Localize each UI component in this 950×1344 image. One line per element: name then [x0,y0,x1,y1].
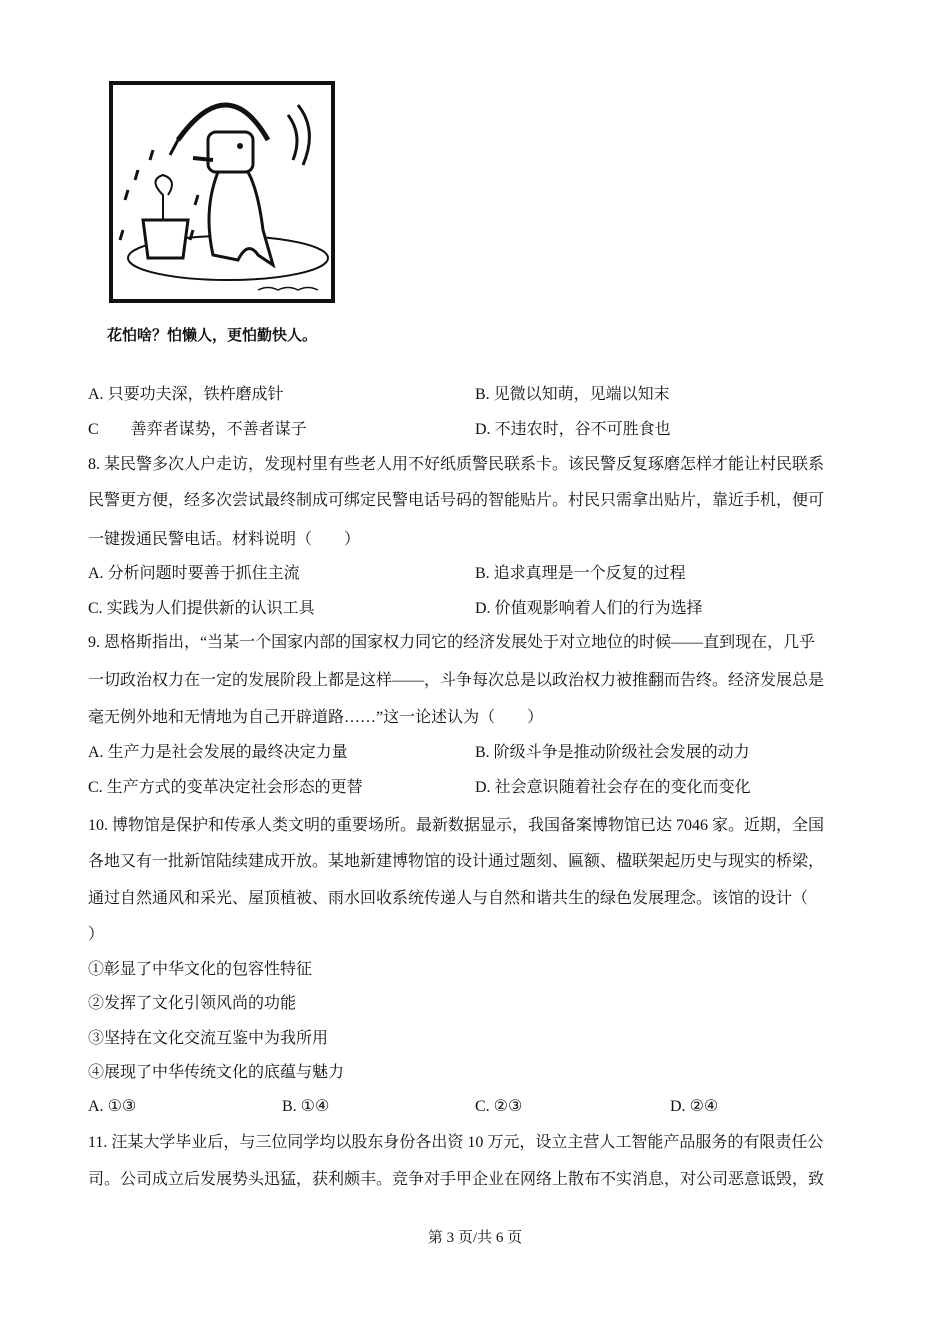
q11-stem-line: 司。公司成立后发展势头迅猛，获利颇丰。竞争对手甲企业在网络上散布不实消息，对公司恶意诋毁，致 [88,1171,825,1188]
q8-stem-line: 8. 某民警多次人户走访，发现村里有些老人用不好纸质警民联系卡。该民警反复琢磨怎样才能让村民联系 [88,456,825,473]
q9-option-c: C. 生产方式的变革决定社会形态的更替 [88,779,363,796]
q8-stem-line: 民警更方便，经多次尝试最终制成可绑定民警电话号码的智能贴片。村民只需拿出贴片，靠近手机，便可 [88,492,825,509]
q10-option-a: A. ①③ [88,1098,137,1115]
q7-option-c: C 善弈者谋势，不善者谋子 [88,421,307,438]
q10-stem-line: 通过自然通风和采光、屋顶植被、雨水回收系统传递人与自然和谐共生的绿色发展理念。该馆的设计（ [88,890,809,907]
q8-option-d: D. 价值观影响着人们的行为选择 [475,600,703,617]
q7-option-d: D. 不违农时，谷不可胜食也 [475,421,671,438]
q10-stem-line: ） [88,926,105,943]
q10-item: ①彰显了中华文化的包容性特征 [88,961,313,978]
q9-stem-line: 毫无例外地和无情地为自己开辟道路……”这一论述认为（ ） [88,709,544,726]
q8-option-c: C. 实践为人们提供新的认识工具 [88,600,315,617]
q11-stem-line: 11. 汪某大学毕业后，与三位同学均以股东身份各出资 10 万元，设立主营人工智能产品服务的有限责任公 [88,1134,824,1151]
q9-stem-line: 一切政治权力在一定的发展阶段上都是这样——，斗争每次总是以政治权力被推翻而告终。经济发展总是 [88,672,825,689]
q10-item: ③坚持在文化交流互鉴中为我所用 [88,1030,329,1047]
q10-item: ④展现了中华传统文化的底蕴与魅力 [88,1064,345,1081]
q9-option-b: B. 阶级斗争是推动阶级社会发展的动力 [475,744,750,761]
cartoon-caption: 花怕啥？怕懒人，更怕勤快人。 [107,326,318,344]
q10-option-b: B. ①④ [282,1098,330,1115]
q10-stem-line: 10. 博物馆是保护和传承人类文明的重要场所。最新数据显示，我国备案博物馆已达 7046 家。近期，全国 [88,817,825,834]
q10-stem-line: 各地又有一批新馆陆续建成开放。某地新建博物馆的设计通过题刻、匾额、楹联架起历史与现实的桥梁， [88,853,825,870]
q7-option-a: A. 只要功夫深，铁杵磨成针 [88,386,284,403]
q10-item: ②发挥了文化引领风尚的功能 [88,995,297,1012]
q10-option-d: D. ②④ [670,1098,719,1115]
q8-option-b: B. 追求真理是一个反复的过程 [475,565,686,582]
q8-stem-line: 一键拨通民警电话。材料说明（ ） [88,531,361,548]
cartoon-illustration [108,80,336,306]
q10-option-c: C. ②③ [475,1098,523,1115]
q8-option-a: A. 分析问题时要善于抓住主流 [88,565,300,582]
q7-option-b: B. 见微以知萌，见端以知末 [475,386,670,403]
q9-option-d: D. 社会意识随着社会存在的变化而变化 [475,779,751,796]
q9-stem-line: 9. 恩格斯指出，“当某一个国家内部的国家权力同它的经济发展处于对立地位的时候——直到现在，几乎 [88,634,816,651]
q9-option-a: A. 生产力是社会发展的最终决定力量 [88,744,348,761]
page-number: 第 3 页/共 6 页 [427,1230,523,1246]
